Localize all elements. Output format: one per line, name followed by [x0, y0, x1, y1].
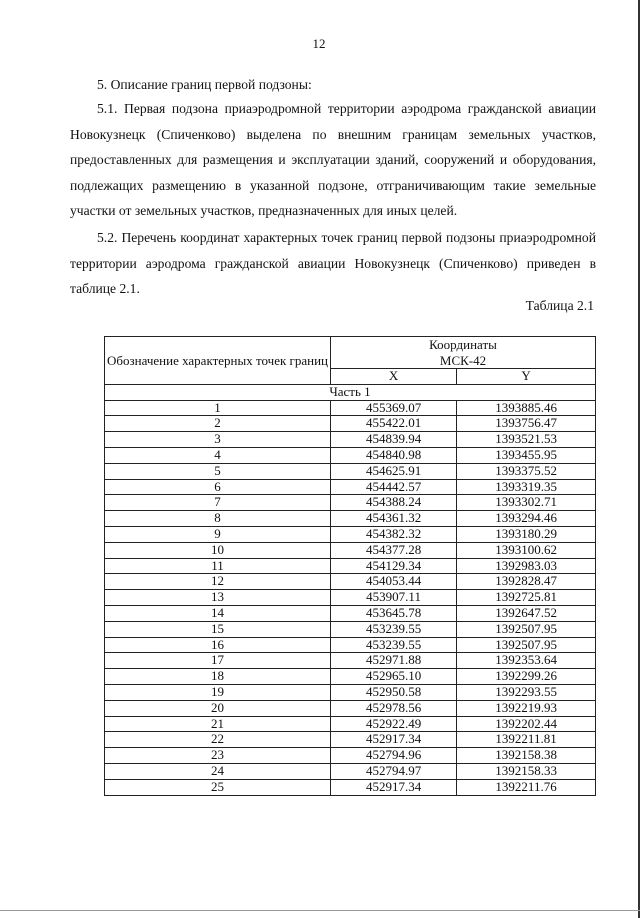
y-coordinate-cell: 1392828.47	[457, 574, 596, 590]
table-row	[105, 621, 596, 637]
paragraph-5-1: 5.1. Первая подзона приаэродромной территории аэродрома гражданской авиации Новокузнецк (Спиченково) выделена по внешним границам земельных участков, предоставленных для размещения и эксплуатации зданий, сооружений и оборудования, подлежащих размещению в указанной подзоне, отграничивающим такие земельные участки от земельных участков, предназначенных для иных целей.	[70, 101, 596, 219]
x-coordinate-cell: 454361.32	[331, 511, 457, 527]
header-point-designation: Обозначение характерных точек границ	[105, 337, 331, 385]
page-bottom-edge	[0, 910, 640, 911]
y-coordinate-cell: 1393885.46	[457, 400, 596, 416]
x-coordinate-cell: 453239.55	[331, 637, 457, 653]
y-coordinate-cell: 1392983.03	[457, 558, 596, 574]
header-coordinates	[331, 337, 596, 369]
point-number-cell: 19	[105, 684, 331, 700]
header-x: X	[331, 369, 457, 385]
table-row	[105, 653, 596, 669]
page-number: 12	[312, 36, 326, 51]
point-number-cell: 6	[105, 479, 331, 495]
point-number-cell: 16	[105, 637, 331, 653]
y-coordinate-cell: 1392211.81	[457, 732, 596, 748]
x-coordinate-cell: 455422.01	[331, 416, 457, 432]
table-row	[105, 400, 596, 416]
table-row	[105, 684, 596, 700]
point-number-cell: 18	[105, 669, 331, 685]
x-coordinate-cell: 452917.34	[331, 732, 457, 748]
point-number-cell: 23	[105, 748, 331, 764]
x-coordinate-cell: 454377.28	[331, 542, 457, 558]
x-coordinate-cell: 454442.57	[331, 479, 457, 495]
table-row	[105, 605, 596, 621]
y-coordinate-cell: 1392507.95	[457, 637, 596, 653]
y-coordinate-cell: 1393756.47	[457, 416, 596, 432]
y-coordinate-cell: 1392299.26	[457, 669, 596, 685]
table-row	[105, 637, 596, 653]
y-coordinate-cell: 1393302.71	[457, 495, 596, 511]
x-coordinate-cell: 454840.98	[331, 447, 457, 463]
point-number-cell: 5	[105, 463, 331, 479]
coordinates-table	[104, 336, 596, 796]
x-coordinate-cell: 454839.94	[331, 432, 457, 448]
x-coordinate-cell: 452971.88	[331, 653, 457, 669]
x-coordinate-cell: 452922.49	[331, 716, 457, 732]
x-coordinate-cell: 454388.24	[331, 495, 457, 511]
x-coordinate-cell: 453239.55	[331, 621, 457, 637]
x-coordinate-cell: 452794.96	[331, 748, 457, 764]
table-row	[105, 732, 596, 748]
y-coordinate-cell: 1392507.95	[457, 621, 596, 637]
table-row	[105, 542, 596, 558]
y-coordinate-cell: 1392219.93	[457, 700, 596, 716]
y-coordinate-cell: 1393319.35	[457, 479, 596, 495]
point-number-cell: 17	[105, 653, 331, 669]
table-label: Таблица 2.1	[525, 298, 594, 313]
y-coordinate-cell: 1392353.64	[457, 653, 596, 669]
point-number-cell: 10	[105, 542, 331, 558]
table-row	[105, 590, 596, 606]
table-row	[105, 463, 596, 479]
point-number-cell: 2	[105, 416, 331, 432]
point-number-cell: 24	[105, 763, 331, 779]
table-row	[105, 479, 596, 495]
y-coordinate-cell: 1392211.76	[457, 779, 596, 795]
point-number-cell: 14	[105, 605, 331, 621]
x-coordinate-cell: 453907.11	[331, 590, 457, 606]
y-coordinate-cell: 1392725.81	[457, 590, 596, 606]
point-number-cell: 22	[105, 732, 331, 748]
x-coordinate-cell: 452978.56	[331, 700, 457, 716]
point-number-cell: 4	[105, 447, 331, 463]
y-coordinate-cell: 1393180.29	[457, 526, 596, 542]
x-coordinate-cell: 452917.34	[331, 779, 457, 795]
paragraph-5-2: 5.2. Перечень координат характерных точек границ первой подзоны приаэродромной территории аэродрома гражданской авиации Новокузнецк (Спиченково) приведен в таблице 2.1.	[70, 230, 596, 297]
header-coordinate-system: МСК-42	[439, 352, 487, 368]
header-y: Y	[457, 369, 596, 385]
x-coordinate-cell: 454129.34	[331, 558, 457, 574]
point-number-cell: 11	[105, 558, 331, 574]
table-row	[105, 763, 596, 779]
y-coordinate-cell: 1393100.62	[457, 542, 596, 558]
table-row	[105, 495, 596, 511]
point-number-cell: 21	[105, 716, 331, 732]
point-number-cell: 15	[105, 621, 331, 637]
table-row	[105, 700, 596, 716]
y-coordinate-cell: 1393455.95	[457, 447, 596, 463]
y-coordinate-cell: 1392293.55	[457, 684, 596, 700]
header-coordinates-label: Координаты	[429, 337, 497, 352]
point-number-cell: 1	[105, 400, 331, 416]
x-coordinate-cell: 454053.44	[331, 574, 457, 590]
y-coordinate-cell: 1393294.46	[457, 511, 596, 527]
point-number-cell: 12	[105, 574, 331, 590]
x-coordinate-cell: 455369.07	[331, 400, 457, 416]
table-row	[105, 574, 596, 590]
x-coordinate-cell: 452794.97	[331, 763, 457, 779]
x-coordinate-cell: 453645.78	[331, 605, 457, 621]
y-coordinate-cell: 1392158.38	[457, 748, 596, 764]
section-heading: 5. Описание границ первой подзоны:	[97, 77, 312, 92]
table-row	[105, 447, 596, 463]
table-row	[105, 558, 596, 574]
table-row	[105, 432, 596, 448]
point-number-cell: 8	[105, 511, 331, 527]
table-row	[105, 669, 596, 685]
point-number-cell: 25	[105, 779, 331, 795]
table-row	[105, 716, 596, 732]
x-coordinate-cell: 454382.32	[331, 526, 457, 542]
y-coordinate-cell: 1393521.53	[457, 432, 596, 448]
point-number-cell: 9	[105, 526, 331, 542]
point-number-cell: 13	[105, 590, 331, 606]
y-coordinate-cell: 1392202.44	[457, 716, 596, 732]
x-coordinate-cell: 452950.58	[331, 684, 457, 700]
point-number-cell: 20	[105, 700, 331, 716]
table-row	[105, 416, 596, 432]
x-coordinate-cell: 452965.10	[331, 669, 457, 685]
y-coordinate-cell: 1392647.52	[457, 605, 596, 621]
table-row	[105, 511, 596, 527]
y-coordinate-cell: 1393375.52	[457, 463, 596, 479]
y-coordinate-cell: 1392158.33	[457, 763, 596, 779]
table-row	[105, 748, 596, 764]
point-number-cell: 3	[105, 432, 331, 448]
x-coordinate-cell: 454625.91	[331, 463, 457, 479]
table-row	[105, 779, 596, 795]
table-row	[105, 526, 596, 542]
point-number-cell: 7	[105, 495, 331, 511]
part-label: Часть 1	[105, 384, 596, 400]
